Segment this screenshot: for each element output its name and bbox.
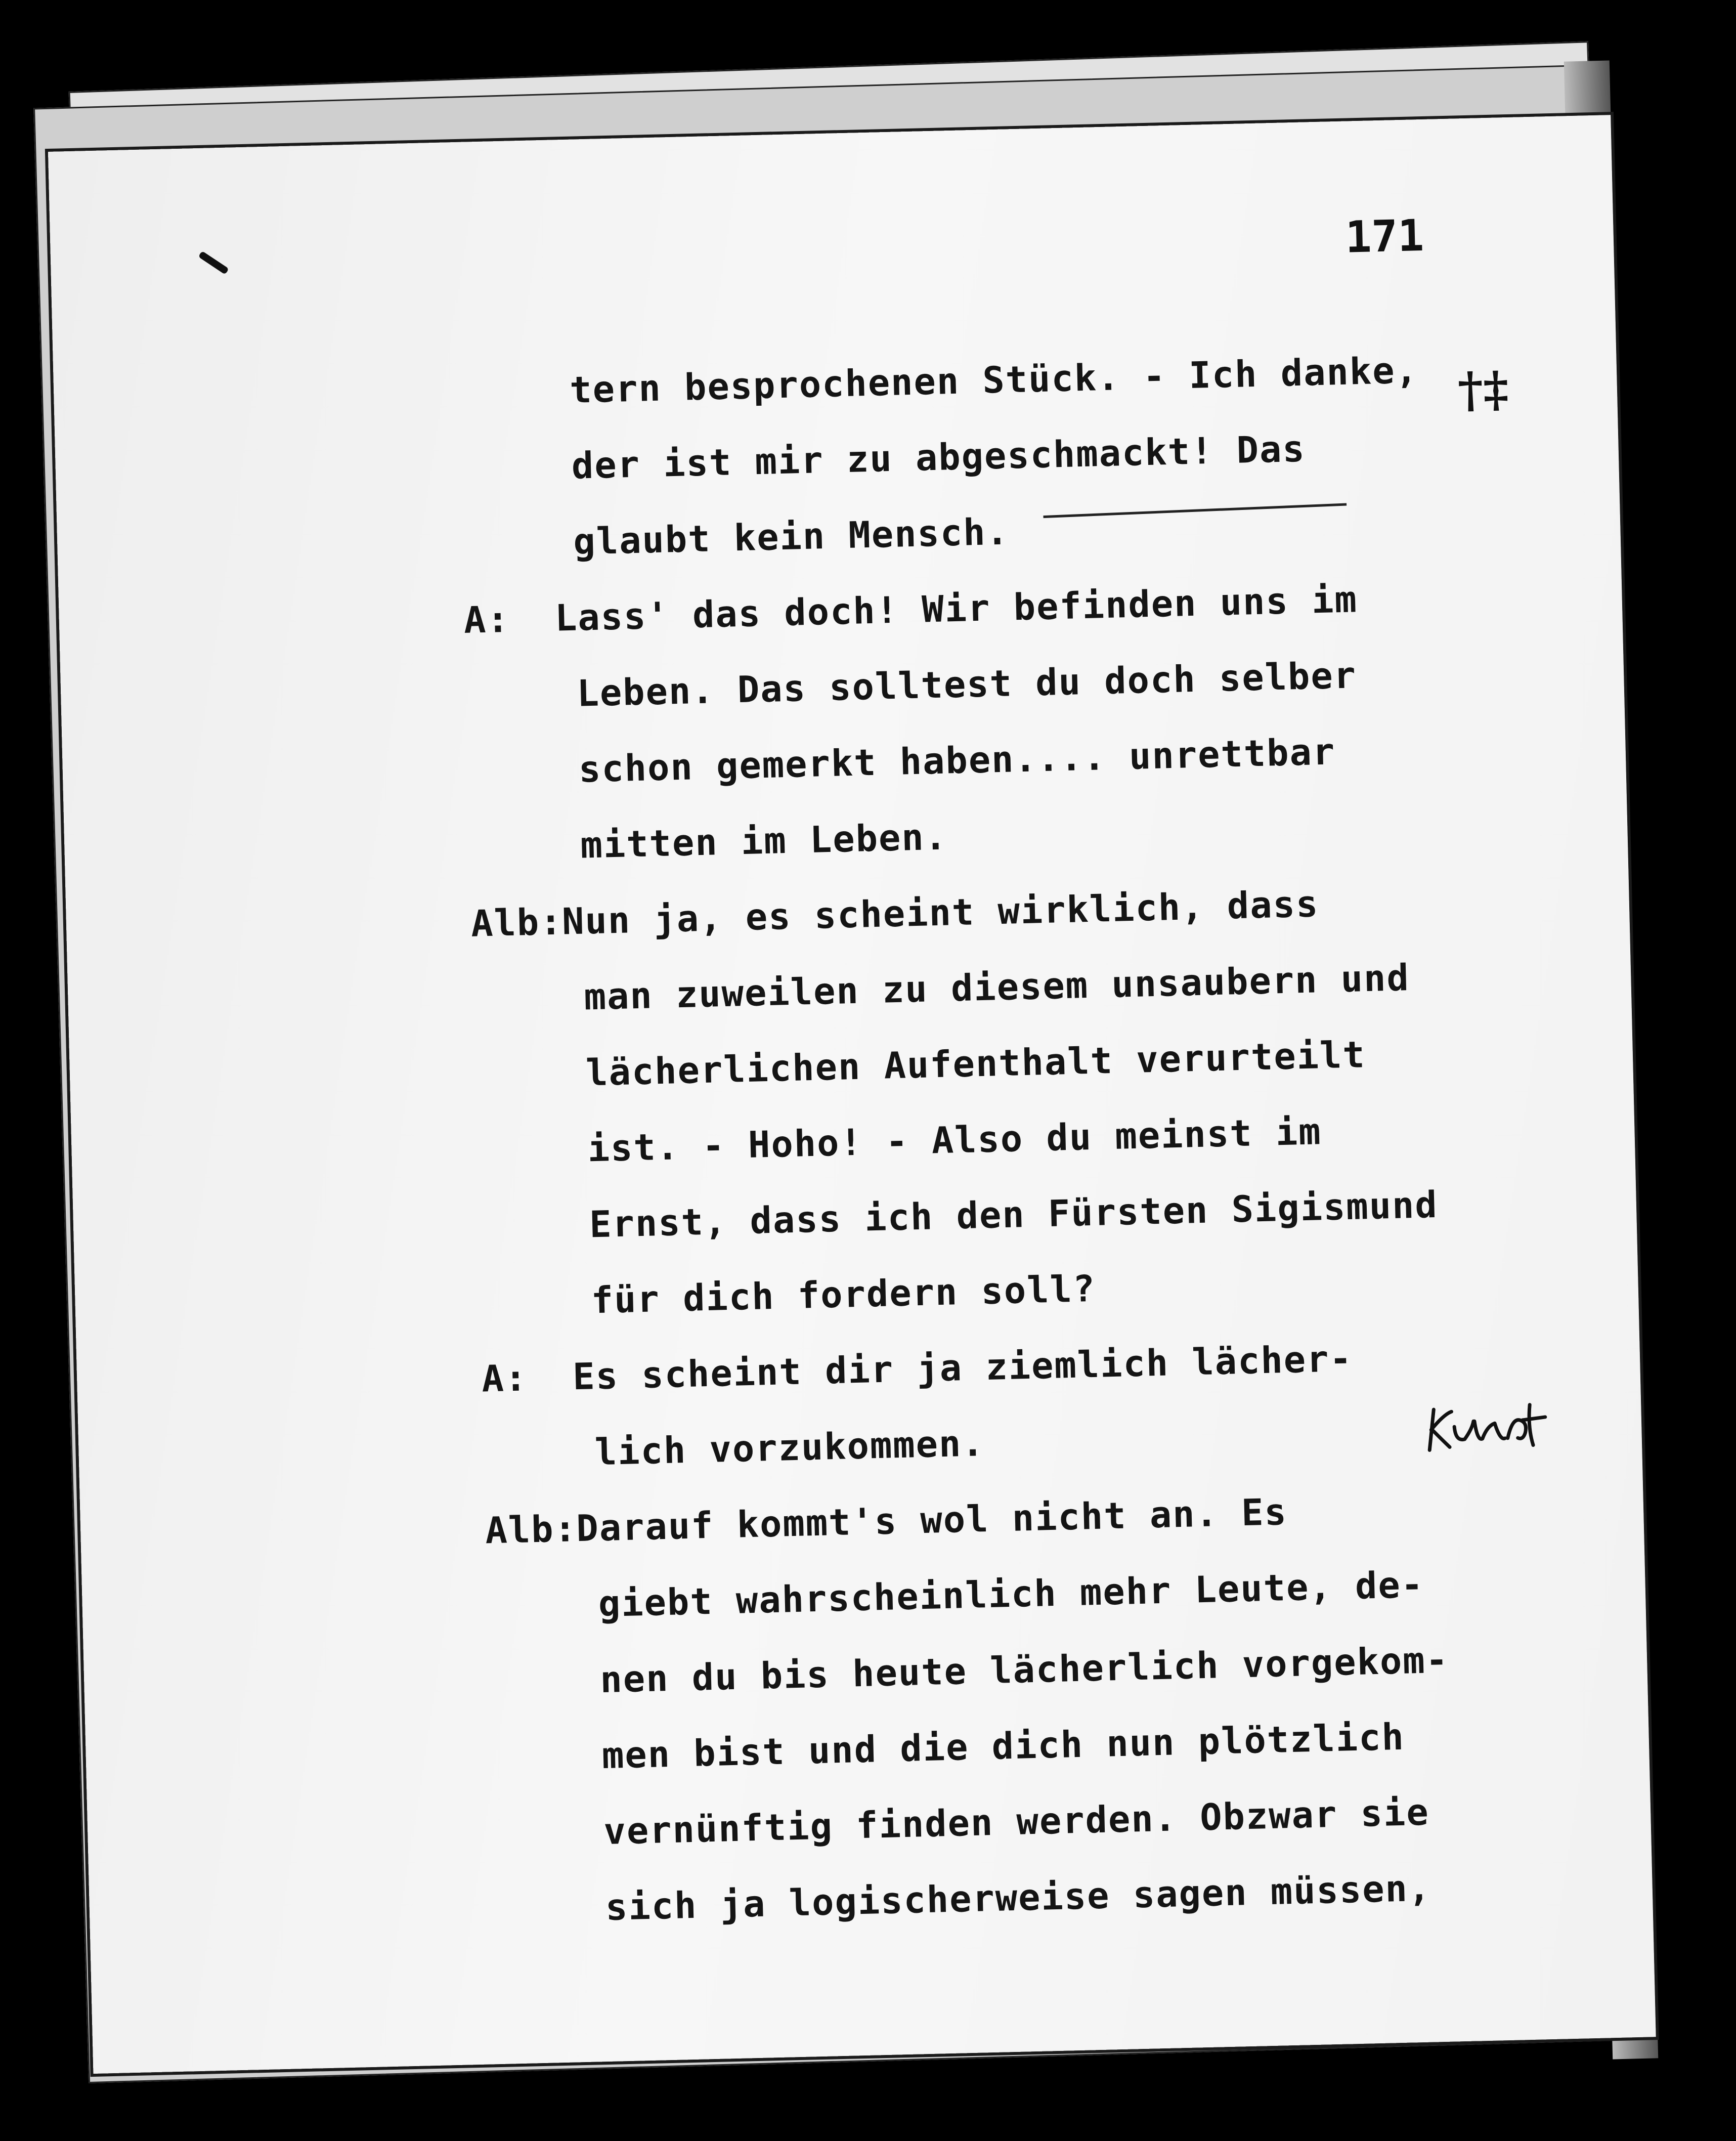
corner-pencil-mark [198, 251, 229, 275]
line-text: glaubt kein Mensch. [573, 510, 1010, 563]
speaker-label: A: [481, 1356, 529, 1400]
line-text: Darauf kommt's wol nicht an. Es [576, 1490, 1288, 1550]
line-text: vernünftig finden werden. Obzwar sie [603, 1790, 1430, 1853]
line-text: nen du bis heute lächerlich vorgekom- [599, 1638, 1449, 1701]
line-text: für dich fordern soll? [590, 1267, 1097, 1322]
page-number: 171 [1344, 210, 1425, 263]
line-text: giebt wahrscheinlich mehr Leute, de- [597, 1563, 1424, 1625]
line-text: lächerlichen Aufenthalt verurteilt [585, 1033, 1366, 1094]
margin-correction-mark: †‡ [1457, 360, 1509, 419]
line-text: der ist mir zu abgeschmackt! Das [571, 427, 1306, 487]
line-text: Es scheint dir ja ziemlich lächer- [572, 1337, 1353, 1398]
line-text: Lass' das doch! Wir befinden uns im [554, 578, 1358, 639]
line-text: sich ja logischerweise sagen müssen, [605, 1866, 1432, 1929]
line-text: mitten im Leben. [580, 815, 948, 867]
line-text: lich vorzukommen. [594, 1422, 985, 1474]
line-text: ist. - Hoho! - Also du meinst im [587, 1110, 1322, 1170]
speaker-label: Alb: [470, 900, 563, 945]
line-text: Ernst, dass ich den Fürsten Sigismund [589, 1183, 1439, 1246]
line-text: schon gemerkt haben.... unrettbar [578, 730, 1336, 791]
speaker-label: A: [463, 597, 510, 641]
line-text: man zuweilen zu diesem unsaubern und [583, 956, 1410, 1018]
line-text: tern besprochenen Stück. - Ich danke, [569, 349, 1419, 411]
typescript-text [463, 328, 1613, 1946]
line-text: men bist und die dich nun plötzlich [601, 1715, 1405, 1777]
speaker-label: Alb: [485, 1507, 578, 1552]
line-text: Leben. Das solltest du doch selber [576, 654, 1357, 715]
typescript-sheet [48, 115, 1656, 2074]
line-text: Nun ja, es scheint wirklich, dass [561, 882, 1320, 943]
